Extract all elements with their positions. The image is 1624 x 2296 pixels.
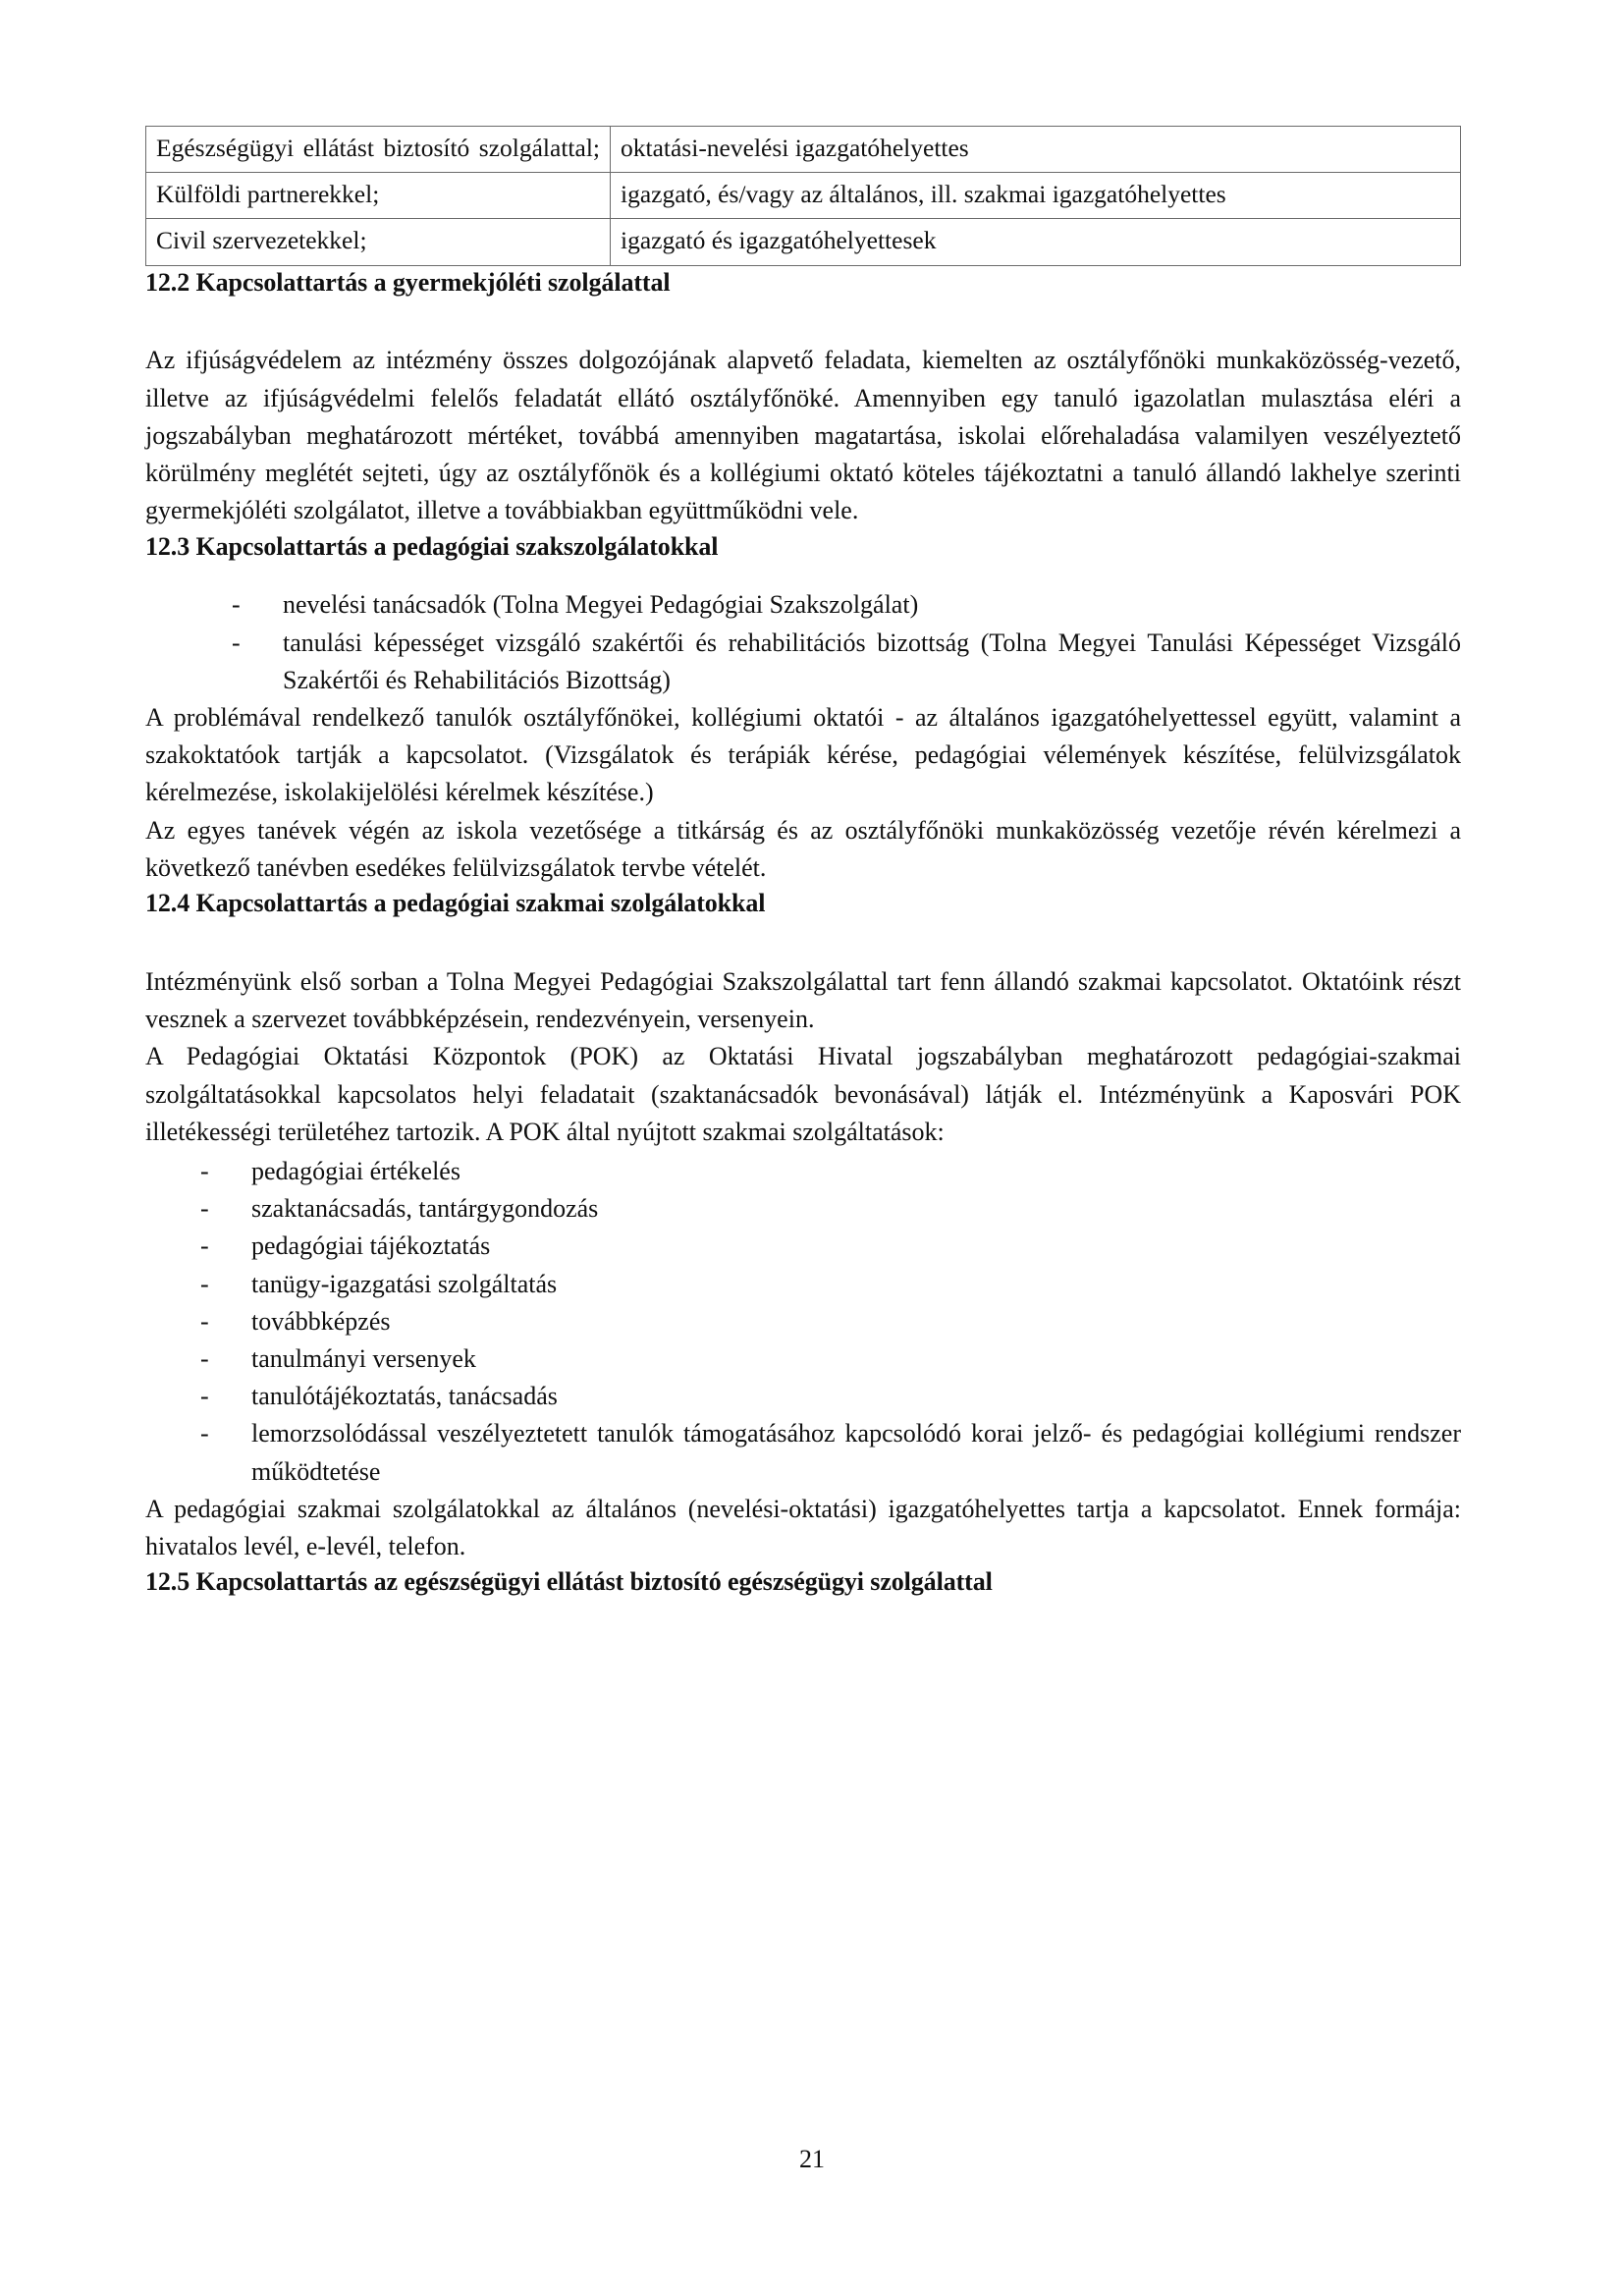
table-cell-partner: Külföldi partnerekkel; <box>146 173 611 219</box>
table-cell-responsible: igazgató és igazgatóhelyettesek <box>611 219 1461 265</box>
dash-bullet-icon: - <box>200 1306 209 1336</box>
list-item-label: tanügy-igazgatási szolgáltatás <box>251 1269 558 1298</box>
dash-bullet-icon: - <box>200 1231 209 1261</box>
list-item-label: pedagógiai értékelés <box>251 1156 460 1185</box>
section-12-3-paragraph-2: Az egyes tanévek végén az iskola vezetősége a titkárság és az osztályfőnöki munkaközösség vezetője révén kérelmezi a következő tanévben esedékes felülvizsgálatok tervbe vételét. <box>145 815 1461 882</box>
table-cell-responsible: igazgató, és/vagy az általános, ill. szakmai igazgatóhelyettes <box>611 173 1461 219</box>
table-row <box>146 219 1461 265</box>
section-12-4-paragraph-1: Intézményünk első sorban a Tolna Megyei Pedagógiai Szakszolgálattal tart fenn állandó szakmai kapcsolatot. Oktatóink részt vesznek a szervezet továbbképzésein, rendezvényein, versenyein. <box>145 966 1461 1034</box>
list-item <box>200 1378 1461 1415</box>
table-cell-responsible: oktatási-nevelési igazgatóhelyettes <box>611 127 1461 173</box>
table-cell-partner: Civil szervezetekkel; <box>146 219 611 265</box>
section-12-4-paragraph-3: A pedagógiai szakmai szolgálatokkal az általános (nevelési-oktatási) igazgatóhelyettes tartja a kapcsolatot. Ennek formája: hivatalos levél, e-levél, telefon. <box>145 1494 1461 1561</box>
dash-bullet-icon: - <box>200 1194 209 1224</box>
list-item-label: pedagógiai tájékoztatás <box>251 1231 491 1261</box>
list-item-label: tanulmányi versenyek <box>251 1344 476 1374</box>
section-heading-12-5: 12.5 Kapcsolattartás az egészségügyi ellátást biztosító egészségügyi szolgálattal <box>145 1567 993 1597</box>
section-heading-12-2: 12.2 Kapcsolattartás a gyermekjóléti szolgálattal <box>145 267 671 297</box>
dash-bullet-icon: - <box>232 628 241 657</box>
list-item-label: tanulótájékoztatás, tanácsadás <box>251 1382 558 1411</box>
list-item <box>232 625 1461 699</box>
section-heading-12-3: 12.3 Kapcsolattartás a pedagógiai szakszolgálatokkal <box>145 531 719 561</box>
section-12-3-paragraph-1: A problémával rendelkező tanulók osztályfőnökei, kollégiumi oktatói - az általános igazgatóhelyettessel együtt, valamint a szakoktatóok tartják a kapcsolatot. (Vizsgálatok és terápiák kérése, pedagógiai vélemények készítése, felülvizsgálatok kérelmezése, iskolakijelölési kérelmek készítése.) <box>145 702 1461 807</box>
list-item <box>200 1415 1461 1490</box>
table-row <box>146 173 1461 219</box>
page-number: 21 <box>799 2145 825 2173</box>
list-item-label: tanulási képességet vizsgáló szakértői és rehabilitációs bizottság (Tolna Megyei Tanulási Képességet Vizsgáló Szakértői és Rehabilitációs Bizottság) <box>283 628 1461 694</box>
page-content <box>145 126 1461 1599</box>
list-item-label: lemorzsolódással veszélyeztetett tanulók támogatásához kapcsolódó korai jelző- és pedagógiai kollégiumi rendszer működtetése <box>251 1419 1461 1486</box>
section-heading-12-4: 12.4 Kapcsolattartás a pedagógiai szakmai szolgálatokkal <box>145 889 766 918</box>
table-row <box>146 127 1461 173</box>
list-item <box>200 1266 1461 1303</box>
dash-bullet-icon: - <box>200 1156 209 1185</box>
section-12-3-list <box>145 586 1461 699</box>
section-12-4-list <box>145 1153 1461 1491</box>
table-cell-partner: Egészségügyi ellátást biztosító szolgálattal; <box>146 127 611 173</box>
dash-bullet-icon: - <box>200 1344 209 1374</box>
list-item-label: továbbképzés <box>251 1306 391 1336</box>
list-item <box>200 1190 1461 1228</box>
dash-bullet-icon: - <box>200 1382 209 1411</box>
list-item <box>200 1228 1461 1265</box>
list-item <box>200 1340 1461 1378</box>
dash-bullet-icon: - <box>200 1269 209 1298</box>
section-12-4-paragraph-2: A Pedagógiai Oktatási Központok (POK) az Oktatási Hivatal jogszabályban meghatározott pedagógiai-szakmai szolgáltatásokkal kapcsolatos helyi feladatait (szaktanácsadók bevonásával) látják el. Intézményünk a Kaposvári POK illetékességi területéhez tartozik. A POK által nyújtott szakmai szolgáltatások: <box>145 1042 1461 1146</box>
list-item <box>232 586 1461 624</box>
list-item-label: szaktanácsadás, tantárgygondozás <box>251 1194 599 1224</box>
list-item-label: nevelési tanácsadók (Tolna Megyei Pedagógiai Szakszolgálat) <box>283 590 919 620</box>
contact-responsibility-table <box>145 126 1461 266</box>
list-item <box>200 1303 1461 1340</box>
section-12-2-paragraph: Az ifjúságvédelem az intézmény összes dolgozójának alapvető feladata, kiemelten az osztályfőnöki munkaközösség-vezető, illetve az ifjúságvédelmi felelős feladatát ellátó osztályfőnöké. Amennyiben egy tanuló igazolatlan mulasztása eléri a jogszabályban meghatározott mértéket, továbbá amennyiben magatartása, iskolai előrehaladása valamilyen veszélyeztető körülmény meglétét sejteti, úgy az osztályfőnök és a kollégiumi oktató köteles tájékoztatni a tanuló állandó lakhelye szerinti gyermekjóléti szolgálatot, illetve a továbbiakban együttműködni vele. <box>145 346 1461 525</box>
dash-bullet-icon: - <box>200 1419 209 1449</box>
dash-bullet-icon: - <box>232 590 241 620</box>
list-item <box>200 1153 1461 1190</box>
